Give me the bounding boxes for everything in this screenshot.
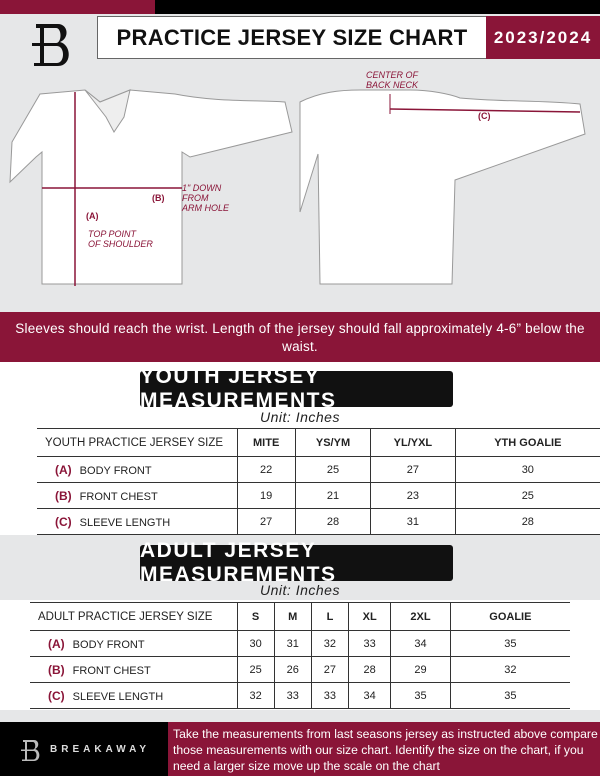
measurement-label: [30, 631, 237, 657]
size-header: GOALIE: [450, 603, 570, 631]
table-header-label: ADULT PRACTICE JERSEY SIZE: [30, 603, 237, 631]
measurement-value: 35: [450, 631, 570, 657]
measurement-name: FRONT CHEST: [79, 490, 158, 503]
size-header: YS/YM: [295, 429, 370, 457]
measurement-name: BODY FRONT: [72, 638, 145, 651]
measurement-letter: (B): [48, 662, 65, 677]
measurement-value: 19: [237, 483, 295, 509]
measurement-value: 25: [455, 483, 600, 509]
measurement-value: 26: [274, 657, 311, 683]
label-b: (B): [152, 193, 165, 203]
center-back-neck-note: [366, 70, 418, 90]
size-header: XL: [349, 603, 391, 631]
table-row: [37, 483, 600, 509]
measurement-value: 27: [371, 457, 455, 483]
top-black-bar: [155, 0, 600, 14]
measurement-value: 35: [450, 683, 570, 709]
measurement-value: 28: [349, 657, 391, 683]
measurement-name: FRONT CHEST: [72, 664, 151, 677]
measurement-value: 34: [349, 683, 391, 709]
measurement-value: 27: [311, 657, 348, 683]
measurement-value: 32: [311, 631, 348, 657]
season-badge: 2023/2024: [486, 16, 600, 59]
adult-unit-label: Unit: Inches: [260, 582, 340, 598]
measurement-label: [37, 509, 237, 535]
measurement-letter: (B): [55, 488, 72, 503]
measurement-value: 34: [391, 631, 450, 657]
adult-size-table: [30, 602, 570, 709]
measurement-value: 30: [455, 457, 600, 483]
shoulder-note: TOP POINT OF SHOULDER: [88, 229, 153, 249]
table-row: [30, 657, 570, 683]
measurement-value: 33: [274, 683, 311, 709]
youth-section-title: YOUTH JERSEY MEASUREMENTS: [140, 371, 453, 407]
measurement-value: 28: [295, 509, 370, 535]
size-header: S: [237, 603, 274, 631]
measurement-letter: (C): [48, 688, 65, 703]
table-header-row: [30, 603, 570, 631]
table-header-row: [37, 429, 600, 457]
measurement-value: 21: [295, 483, 370, 509]
measurement-value: 22: [237, 457, 295, 483]
measurement-label: [30, 657, 237, 683]
youth-unit-label: Unit: Inches: [260, 409, 340, 425]
table-row: [37, 457, 600, 483]
label-a: (A): [86, 211, 99, 221]
size-header: YL/YXL: [371, 429, 455, 457]
size-header: MITE: [237, 429, 295, 457]
label-c: (C): [478, 111, 491, 121]
measurement-label: [30, 683, 237, 709]
footer-instructions: Take the measurements from last seasons jersey as instructed above compare those measurements with our size chart. Identify the size on the chart, if you need a larger size move up the scale on the chart: [168, 722, 600, 776]
footer-logo: [20, 738, 42, 764]
table-row: [37, 509, 600, 535]
measurement-letter: (A): [55, 462, 72, 477]
measurement-name: BODY FRONT: [79, 464, 152, 477]
measurement-value: 30: [237, 631, 274, 657]
table-row: [30, 683, 570, 709]
adult-section-title: ADULT JERSEY MEASUREMENTS: [140, 545, 453, 581]
measurement-letter: (A): [48, 636, 65, 651]
measurement-value: 31: [274, 631, 311, 657]
measurement-value: 32: [450, 657, 570, 683]
measurement-value: 33: [311, 683, 348, 709]
measurement-label: [37, 483, 237, 509]
measurement-label: [37, 457, 237, 483]
measurement-value: 25: [295, 457, 370, 483]
measurement-value: 28: [455, 509, 600, 535]
top-accent-bar: [0, 0, 155, 14]
size-header: L: [311, 603, 348, 631]
measurement-name: SLEEVE LENGTH: [79, 516, 171, 529]
page-title: PRACTICE JERSEY SIZE CHART: [97, 16, 486, 59]
footer-brand-name: BREAKAWAY: [50, 744, 151, 755]
measurement-value: 29: [391, 657, 450, 683]
fit-instructions-banner: Sleeves should reach the wrist. Length of the jersey should fall approximately 4-6” below the waist.: [0, 312, 600, 362]
size-header: YTH GOALIE: [455, 429, 600, 457]
measurement-name: SLEEVE LENGTH: [72, 690, 164, 703]
arm-hole-note: 1" DOWN FROM ARM HOLE: [182, 183, 230, 213]
table-header-label: YOUTH PRACTICE JERSEY SIZE: [37, 429, 237, 457]
measurement-value: 35: [391, 683, 450, 709]
measurement-value: 32: [237, 683, 274, 709]
measurement-value: 23: [371, 483, 455, 509]
measurement-value: 27: [237, 509, 295, 535]
measurement-value: 25: [237, 657, 274, 683]
measurement-value: 31: [371, 509, 455, 535]
table-row: [30, 631, 570, 657]
jersey-diagram: [0, 62, 600, 312]
measurement-letter: (C): [55, 514, 72, 529]
youth-size-table: [37, 428, 600, 535]
note-text: CENTER OF BACK NECK: [366, 70, 419, 90]
measurement-value: 33: [349, 631, 391, 657]
size-header: M: [274, 603, 311, 631]
size-header: 2XL: [391, 603, 450, 631]
